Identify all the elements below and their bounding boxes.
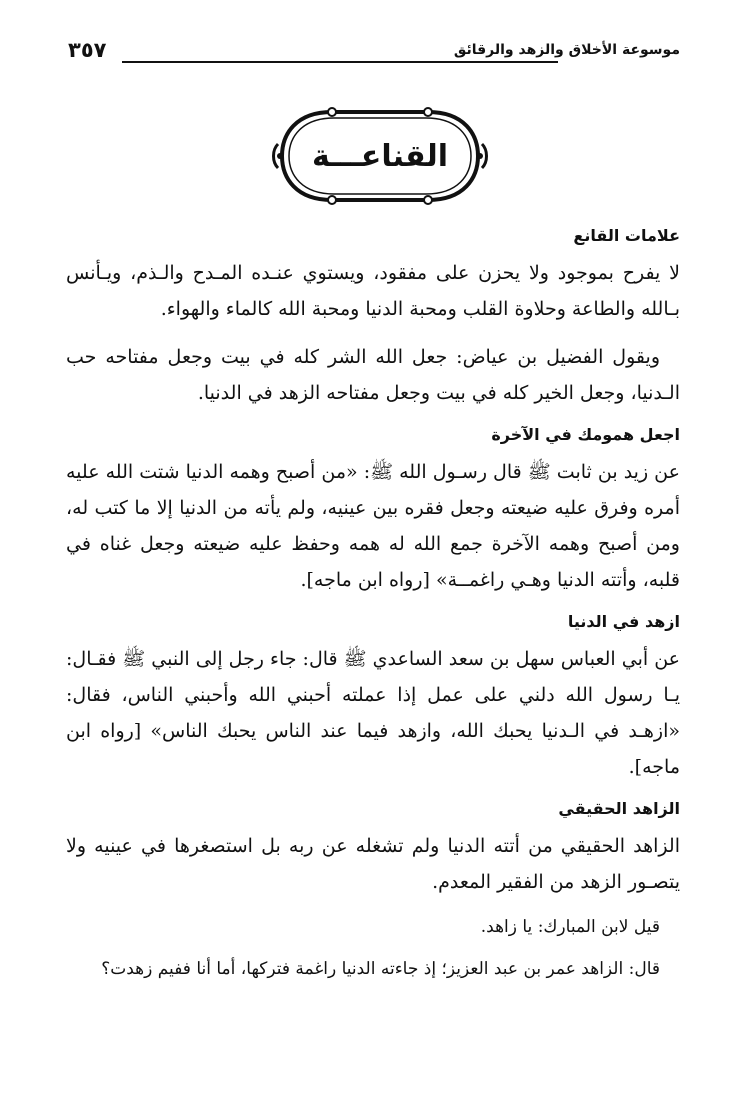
section-heading: علامات القانع [573, 226, 680, 245]
section-heading: الزاهد الحقيقي [558, 799, 680, 818]
paragraph: قال: الزاهد عمر بن عبد العزيز؛ إذ جاءته الدنيا راغمة فتركها، أما أنا ففيم زهدت؟ [101, 959, 660, 979]
paragraph: ويقول الفضيل بن عياض: جعل الله الشر كله في بيت وجعل مفتاحه حب الـدنيا، وجعل الخير كله في بيت وجعل مفتاحه الزهد في الدنيا. [66, 346, 680, 404]
hadith-paragraph: عن زيد بن ثابت ﷺ قال رسـول الله ﷺ: «من أصبح وهمه الدنيا شتت الله عليه أمره وفرق عليه ضيعته وجعل فقره بين عينيه، ولم يأته من الدنيا إلا ما كتب له، ومن أصبح وهمه الآخرة جمع الله له همه وحفظ عليه ضيعته وجعل غناه في قلبه، وأتته الدنيا وهـي راغمــة» [رواه ابن ماجه]. [66, 461, 680, 591]
header-rule [122, 61, 558, 63]
chapter-title-frame [272, 104, 488, 208]
section-heading: ازهد في الدنيا [567, 612, 680, 631]
page-content [66, 212, 680, 996]
hadith-paragraph: عن أبي العباس سهل بن سعد الساعدي ﷺ قال: جاء رجل إلى النبي ﷺ فقـال: يـا رسول الله دلني على عمل إذا عملته أحبني الله وأحبني الناس، فقال: «ازهـد في الـدنيا يحبك الله، وازهد فيما عند الناس يحبك الناس» [رواه ابن ماجه]. [66, 648, 680, 778]
paragraph: قيل لابن المبارك: يا زاهد. [480, 917, 660, 937]
page-number: ٣٥٧ [68, 38, 107, 62]
paragraph: الزاهد الحقيقي من أتته الدنيا ولم تشغله عن ربه بل استصغرها في عينيه ولا يتصـور الزهد من الفقير المعدم. [66, 835, 680, 893]
chapter-title: القناعـــة [311, 138, 449, 174]
section-heading: اجعل همومك في الآخرة [491, 425, 680, 444]
running-title: موسوعة الأخلاق والزهد والرقائق [453, 42, 680, 58]
page-header [68, 38, 680, 66]
paragraph: لا يفرح بموجود ولا يحزن على مفقود، ويستوي عنـده المـدح والـذم، ويـأنس بـالله والطاعة وحلاوة القلب ومحبة الدنيا ومحبة الله كالماء والهواء. [66, 262, 680, 320]
